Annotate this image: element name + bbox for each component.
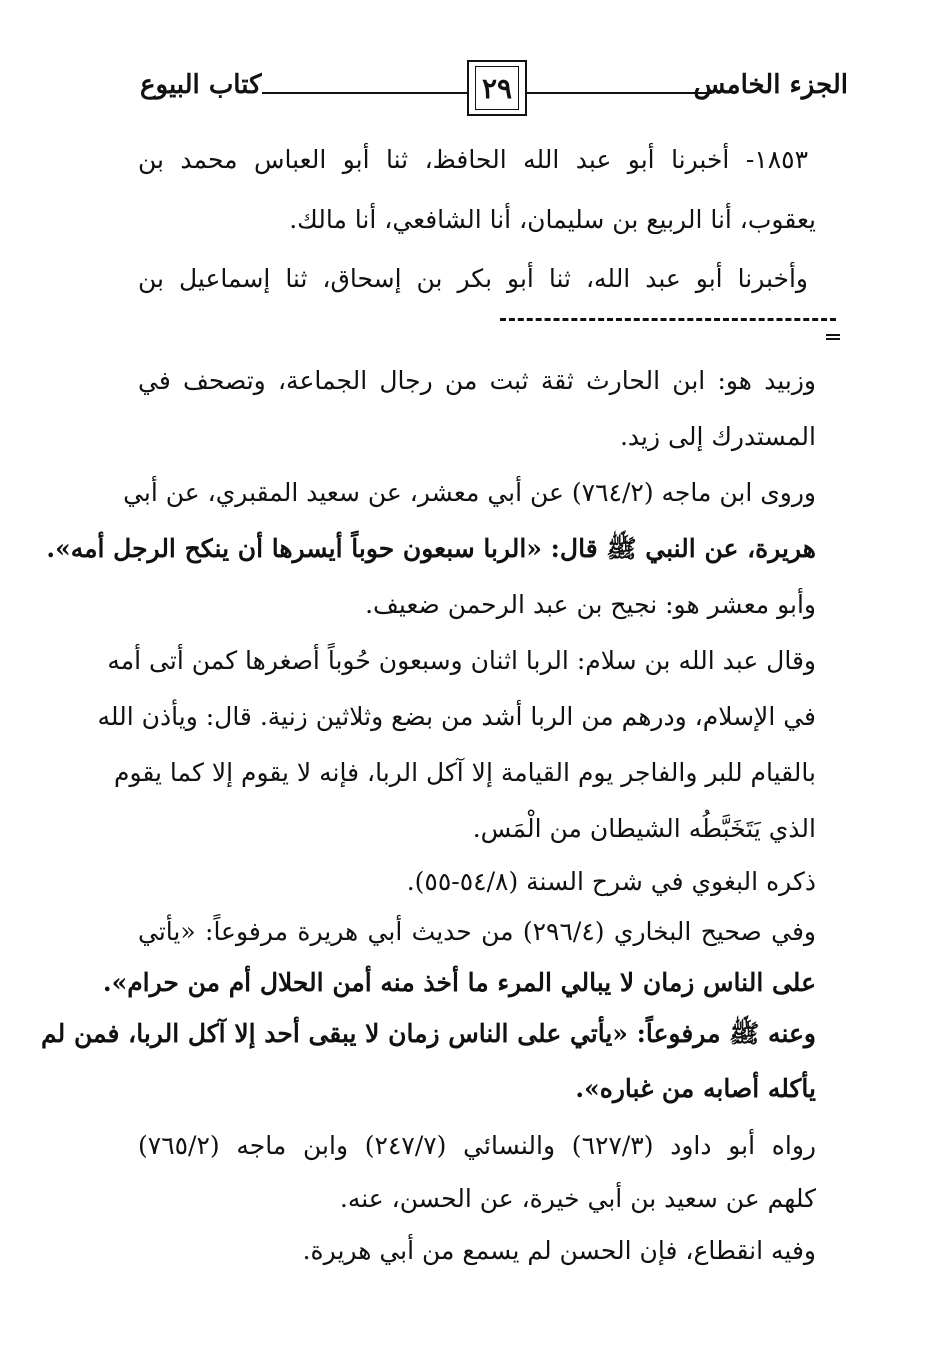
footnote-line: المستدرك إلى زيد. <box>619 422 816 451</box>
footnote-line: بالقيام للبر والفاجر يوم القيامة إلا آكل الربا، فإنه لا يقوم إلا كما يقوم <box>113 758 816 787</box>
footnote-line: في الإسلام، ودرهم من الربا أشد من بضع وثلاثين زنية. قال: ويأذن الله <box>97 702 816 731</box>
footnote-separator <box>500 318 836 321</box>
footnote-line: يأكله أصابه من غباره». <box>575 1074 816 1103</box>
footnote-line: وقال عبد الله بن سلام: الربا اثنان وسبعون حُوباً أصغرها كمن أتى أمه <box>107 646 816 675</box>
footnote-line: وفيه انقطاع، فإن الحسن لم يسمع من أبي هريرة. <box>302 1236 816 1265</box>
footnote-line: على الناس زمان لا يبالي المرء ما أخذ منه أمن الحلال أم من حرام». <box>102 968 816 997</box>
footnote-line: هريرة، عن النبي ﷺ قال: «الربا سبعون حوباً أيسرها أن ينكح الرجل أمه». <box>46 534 816 563</box>
footnote-line: وأبو معشر هو: نجيح بن عبد الرحمن ضعيف. <box>365 590 816 619</box>
main-text-line: وأخبرنا أبو عبد الله، ثنا أبو بكر بن إسحاق، ثنا إسماعيل بن <box>138 264 808 293</box>
footnote-line: الذي يَتَخَبَّطُه الشيطان من الْمَس. <box>472 814 816 843</box>
continuation-mark <box>826 334 840 340</box>
footnote-line: وعنه ﷺ مرفوعاً: «يأتي على الناس زمان لا يبقى أحد إلا آكل الربا، فمن لم <box>41 1019 816 1048</box>
footnote-line: وروى ابن ماجه (٧٦٤/٢) عن أبي معشر، عن سعيد المقبري، عن أبي <box>123 478 816 507</box>
footnote-line: كلهم عن سعيد بن أبي خيرة، عن الحسن، عنه. <box>339 1184 816 1213</box>
header-rule-right <box>527 92 712 94</box>
main-text-line: ١٨٥٣- أخبرنا أبو عبد الله الحافظ، ثنا أبو العباس محمد بن <box>138 145 808 174</box>
header-volume: الجزء الخامس <box>693 70 848 100</box>
footnote-line: وفي صحيح البخاري (٢٩٦/٤) من حديث أبي هريرة مرفوعاً: «يأتي <box>138 917 816 946</box>
footnote-line: رواه أبو داود (٦٢٧/٣) والنسائي (٢٤٧/٧) وابن ماجه (٧٦٥/٢) <box>138 1131 817 1160</box>
footnote-line: ذكره البغوي في شرح السنة (٥٤/٨-٥٥). <box>406 867 816 896</box>
footnote-line: وزبيد هو: ابن الحارث ثقة ثبت من رجال الجماعة، وتصحف في <box>138 366 816 395</box>
main-text-line: يعقوب، أنا الربيع بن سليمان، أنا الشافعي، أنا مالك. <box>289 205 816 234</box>
header-rule-left <box>262 92 467 94</box>
header-book-title: كتاب البيوع <box>140 70 262 100</box>
page-number: ٢٩ <box>467 60 527 116</box>
